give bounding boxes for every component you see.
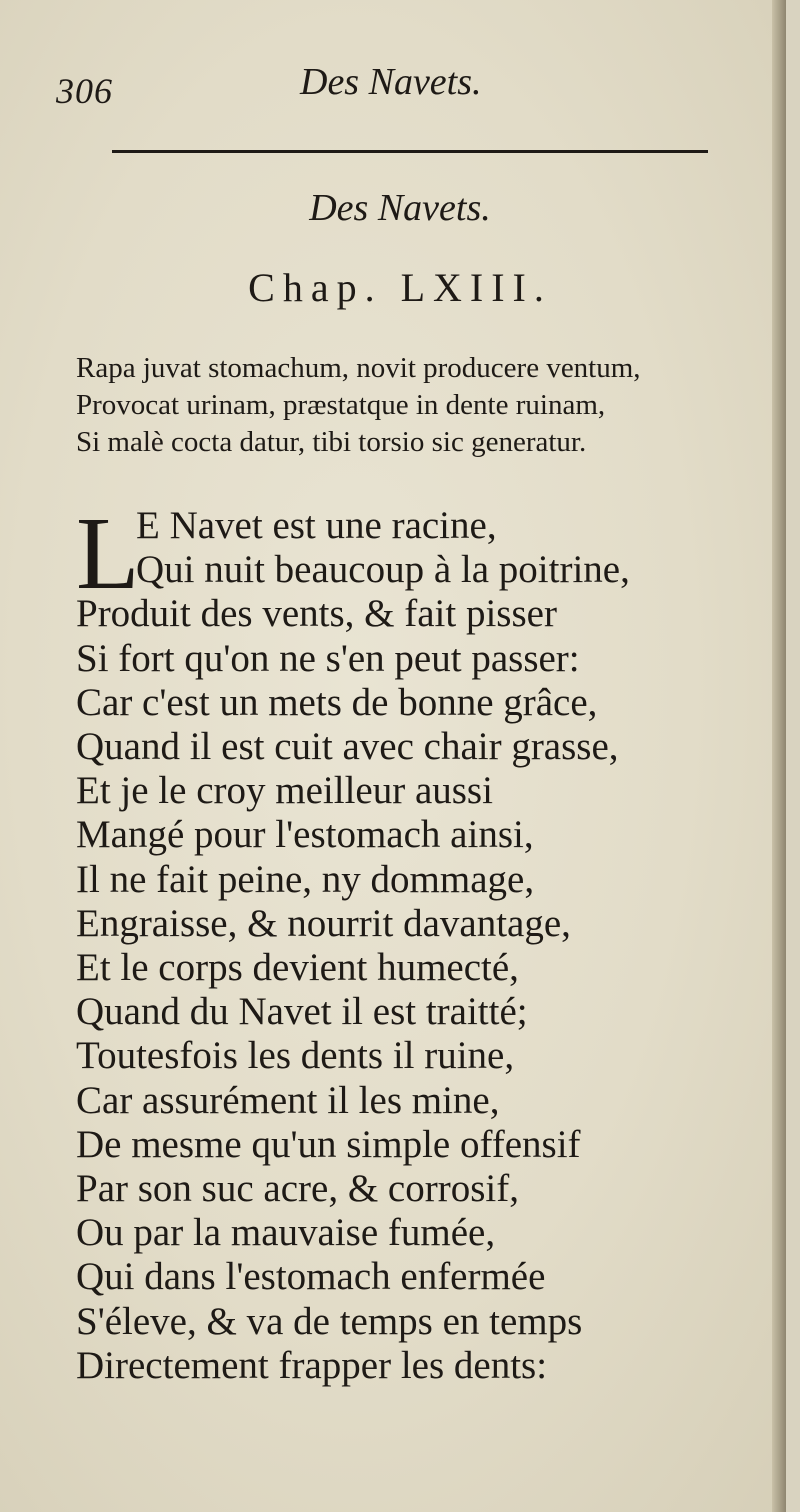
verse-line: Qui dans l'estomach enfermée [76,1255,546,1299]
verse-line: E Navet est une racine, [136,504,497,547]
verse-line: Qui nuit beaucoup à la poitrine, [136,548,630,592]
verse-line: De mesme qu'un simple offensif [76,1122,581,1166]
verse-line: Ou par la mauvaise fumée, [76,1211,496,1255]
verse-line: Car c'est un mets de bonne grâce, [76,680,598,724]
verse-line: Car assurément il les mine, [76,1078,500,1122]
verse-line: Produit des vents, & fait pisser [76,592,557,636]
verse-line: Mangé pour l'estomach ainsi, [76,813,534,857]
page-edge-shadow [772,0,786,1512]
latin-line: Si malè cocta datur, tibi torsio sic generatur. [76,426,587,458]
french-verse [76,496,756,1388]
latin-line: Rapa juvat stomachum, novit producere ventum, [76,352,641,384]
latin-line: Provocat urinam, præstatque in dente ruinam, [76,389,606,421]
verse-line: Engraisse, & nourrit davantage, [76,901,571,945]
verse-line: Quand du Navet il est traitté; [76,990,528,1034]
verse-line: S'éleve, & va de temps en temps [76,1299,583,1343]
verse-line: Et je le croy meilleur aussi [76,769,493,813]
verse-line: Quand il est cuit avec chair grasse, [76,725,619,769]
running-head: Des Navets. [300,61,482,103]
page-number: 306 [56,71,113,111]
latin-verse [76,350,776,461]
verse-line: Par son suc acre, & corrosif, [76,1167,519,1211]
verse-line: Et le corps devient humecté, [76,946,519,990]
verse-line: Directement frapper les dents: [76,1343,548,1387]
drop-cap: L [76,496,140,611]
header-rule [112,150,708,153]
section-title: Des Navets. [309,187,491,229]
verse-line: Il ne fait peine, ny dommage, [76,857,535,901]
verse-line: Toutesfois les dents il ruine, [76,1034,515,1078]
chapter-heading: Chap. LXIII. [248,265,552,310]
verse-line: Si fort qu'on ne s'en peut passer: [76,636,580,680]
